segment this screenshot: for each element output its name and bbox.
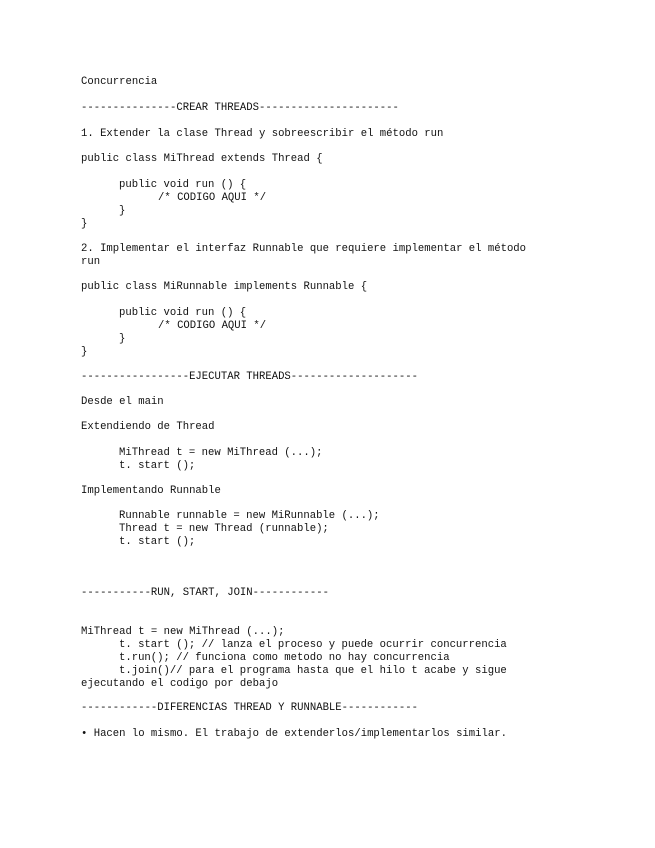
- code-line: public void run () {: [119, 307, 247, 319]
- section-header-run-start-join: -----------RUN, START, JOIN------------: [81, 587, 329, 599]
- bullet-item: • Hacen lo mismo. El trabajo de extenderlos/implementarlos similar.: [81, 728, 507, 740]
- code-line: public class MiRunnable implements Runnable {: [81, 281, 368, 293]
- code-line: t. start ();: [119, 460, 196, 472]
- code-line: }: [81, 218, 88, 230]
- section-header-diferencias: ------------DIFERENCIAS THREAD Y RUNNABLE------------: [81, 702, 418, 714]
- code-line: }: [119, 333, 126, 345]
- code-comment: /* CODIGO AQUI */: [158, 192, 267, 204]
- item-implementar-runnable-cont: run: [81, 256, 101, 268]
- section-header-ejecutar-threads: -----------------EJECUTAR THREADS--------------------: [81, 371, 418, 383]
- code-line: MiThread t = new MiThread (...);: [119, 447, 323, 459]
- code-line: t. start (); // lanza el proceso y puede ocurrir concurrencia: [119, 639, 507, 651]
- section-header-crear-threads: ---------------CREAR THREADS----------------------: [81, 102, 399, 114]
- code-line: public class MiThread extends Thread {: [81, 153, 323, 165]
- code-line: t.join()// para el programa hasta que el hilo t acabe y sigue: [119, 665, 507, 677]
- code-line: public void run () {: [119, 179, 247, 191]
- code-line: }: [119, 205, 126, 217]
- code-line: t. start ();: [119, 536, 196, 548]
- code-comment: /* CODIGO AQUI */: [158, 320, 267, 332]
- item-extender-thread: 1. Extender la clase Thread y sobreescribir el método run: [81, 128, 444, 140]
- label-extendiendo-thread: Extendiendo de Thread: [81, 421, 215, 433]
- code-line: MiThread t = new MiThread (...);: [81, 626, 285, 638]
- document-title: Concurrencia: [81, 76, 158, 88]
- code-line: t.run(); // funciona como metodo no hay concurrencia: [119, 652, 450, 664]
- paragraph-desde-main: Desde el main: [81, 396, 164, 408]
- code-line: Thread t = new Thread (runnable);: [119, 523, 329, 535]
- item-implementar-runnable: 2. Implementar el interfaz Runnable que requiere implementar el método: [81, 243, 527, 255]
- label-implementando-runnable: Implementando Runnable: [81, 485, 221, 497]
- code-line: }: [81, 346, 88, 358]
- code-line-continuation: ejecutando el codigo por debajo: [81, 678, 279, 690]
- code-line: Runnable runnable = new MiRunnable (...);: [119, 510, 380, 522]
